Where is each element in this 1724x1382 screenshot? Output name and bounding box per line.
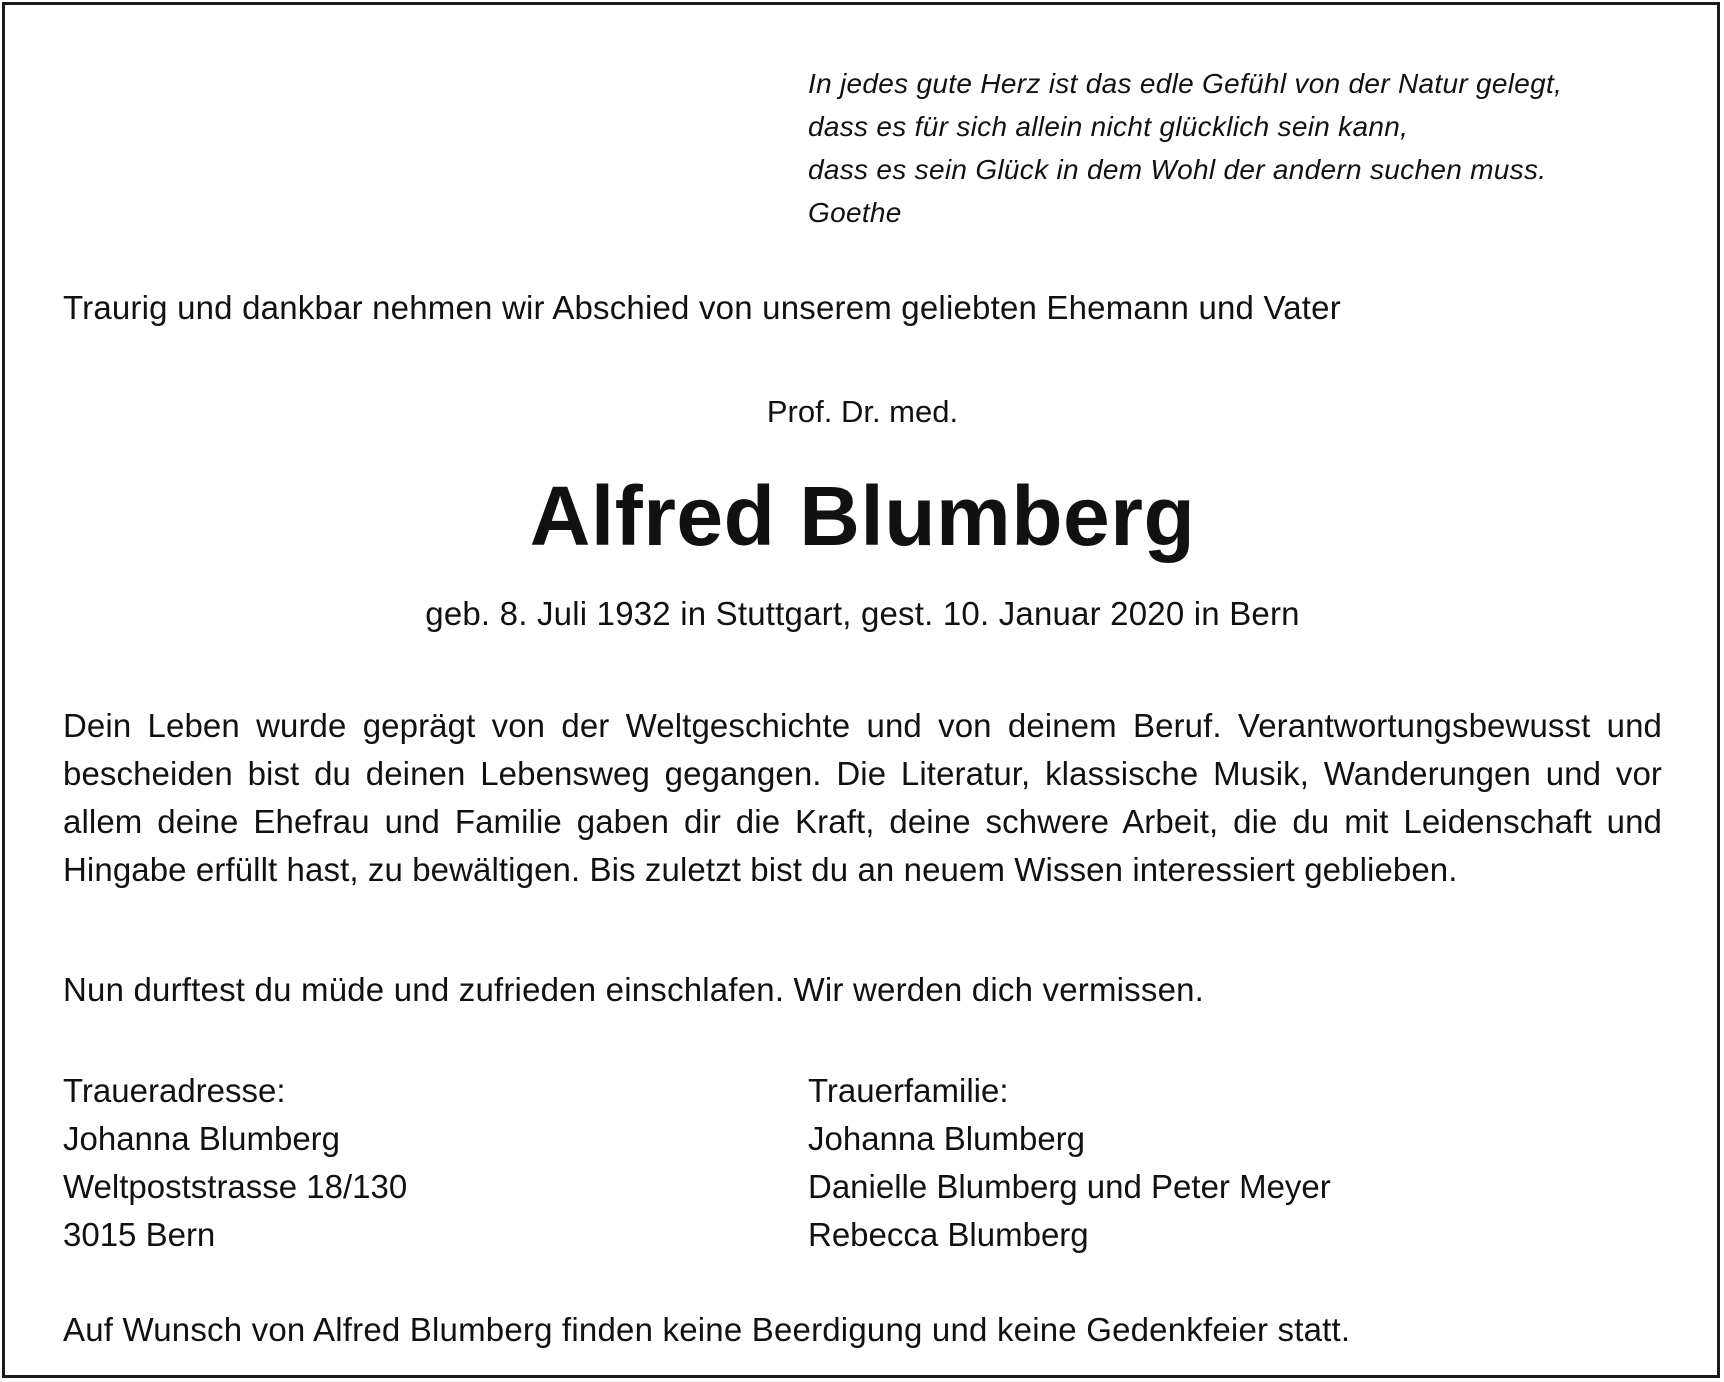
life-dates: geb. 8. Juli 1932 in Stuttgart, gest. 10. Januar 2020 in Bern xyxy=(425,595,1300,632)
address-heading: Traueradresse: xyxy=(63,1072,286,1109)
life-paragraph: Dein Leben wurde geprägt von der Weltgeschichte und von deinem Beruf. Verantwortungsbewusst und bescheiden bist du deinen Lebensweg gegangen. Die Literatur, klassische Musik, Wanderungen und vor allem deine Ehefrau und Familie gaben dir die Kraft, deine schwere Arbeit, die du mit Leidenschaft und Hingabe erfüllt hast, zu bewältigen. Bis zuletzt bist du an neuem Wissen interessiert geblieben. xyxy=(63,707,1662,888)
quote-line: dass es sein Glück in dem Wohl der andern suchen muss. xyxy=(808,154,1547,185)
closing-line: Nun durftest du müde und zufrieden einschlafen. Wir werden dich vermissen. xyxy=(63,971,1205,1008)
family-member: Danielle Blumberg und Peter Meyer xyxy=(808,1168,1331,1205)
quote-line: dass es für sich allein nicht glücklich sein kann, xyxy=(808,111,1409,142)
family-heading: Trauerfamilie: xyxy=(808,1072,1009,1109)
academic-title: Prof. Dr. med. xyxy=(766,394,959,429)
mourning-family xyxy=(808,1067,1331,1259)
family-member: Rebecca Blumberg xyxy=(808,1216,1089,1253)
deceased-name: Alfred Blumberg xyxy=(529,469,1196,563)
quote-line: In jedes gute Herz ist das edle Gefühl von der Natur gelegt, xyxy=(808,68,1563,99)
goethe-quote xyxy=(808,62,1562,234)
mourning-address xyxy=(63,1067,407,1259)
intro-text: Traurig und dankbar nehmen wir Abschied von unserem geliebten Ehemann und Vater xyxy=(63,289,1341,326)
obituary-frame xyxy=(2,2,1720,1378)
obituary-page xyxy=(63,5,1662,1375)
address-line: Johanna Blumberg xyxy=(63,1120,341,1157)
address-line: Weltpoststrasse 18/130 xyxy=(63,1168,408,1205)
quote-author: Goethe xyxy=(808,197,902,228)
footer-note: Auf Wunsch von Alfred Blumberg finden keine Beerdigung und keine Gedenkfeier statt. xyxy=(63,1311,1351,1348)
family-member: Johanna Blumberg xyxy=(808,1120,1086,1157)
address-line: 3015 Bern xyxy=(63,1216,216,1253)
